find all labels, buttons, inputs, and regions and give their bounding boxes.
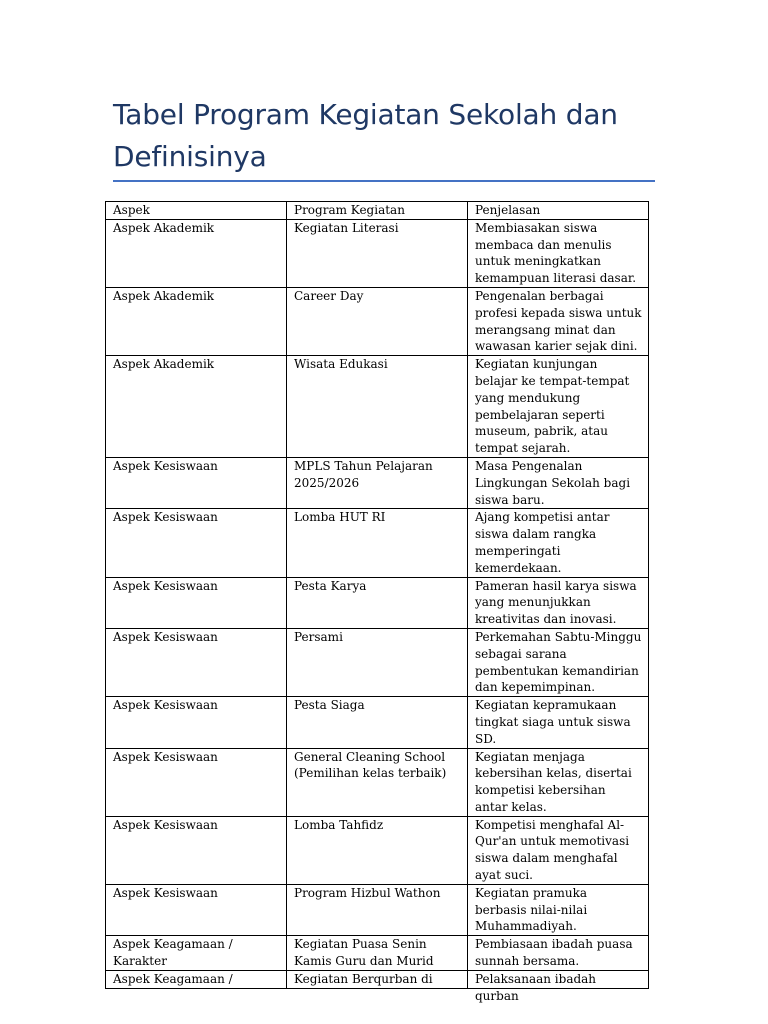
header-aspek: Aspek [106,202,287,220]
cell-penjelasan: Membiasakan siswa membaca dan menulis untuk meningkatkan kemampuan literasi dasar. [468,219,649,287]
cell-aspek [106,970,287,988]
cell-program: MPLS Tahun Pelajaran 2025/2026 [287,457,468,508]
cell-penjelasan: Pameran hasil karya siswa yang menunjukkan kreativitas dan inovasi. [468,577,649,628]
document-title: Tabel Program Kegiatan Sekolah dan Definisinya [113,98,618,173]
title-underline [113,180,655,182]
cell-program [287,970,468,988]
cell-penjelasan: Kegiatan menjaga kebersihan kelas, disertai kompetisi kebersihan antar kelas. [468,748,649,816]
cell-penjelasan: Kegiatan kunjungan belajar ke tempat-tempat yang mendukung pembelajaran seperti museum, pabrik, atau tempat sejarah. [468,356,649,458]
cell-penjelasan: Kompetisi menghafal Al-Qur'an untuk memotivasi siswa dalam menghafal ayat suci. [468,816,649,884]
cell-program: Lomba Tahfidz [287,816,468,884]
cell-penjelasan: Perkemahan Sabtu-Minggu sebagai sarana pembentukan kemandirian dan kepemimpinan. [468,628,649,696]
cell-penjelasan: Pembiasaan ibadah puasa sunnah bersama. [468,936,649,971]
cell-aspek: Aspek Kesiswaan [106,577,287,628]
cell-penjelasan: Kegiatan kepramukaan tingkat siaga untuk siswa SD. [468,697,649,748]
cell-program: Kegiatan Puasa Senin Kamis Guru dan Murid [287,936,468,971]
table-row [106,697,649,748]
cell-penjelasan: Ajang kompetisi antar siswa dalam rangka memperingati kemerdekaan. [468,509,649,577]
table-row [106,356,649,458]
table-row [106,457,649,508]
table-row [106,219,649,287]
cell-program: Kegiatan Literasi [287,219,468,287]
table-row [106,287,649,355]
table-row [106,936,649,971]
cell-penjelasan: Masa Pengenalan Lingkungan Sekolah bagi siswa baru. [468,457,649,508]
cell-penjelasan [468,970,649,1003]
table-header-row [106,202,649,220]
table-row [106,577,649,628]
cell-aspek: Aspek Kesiswaan [106,697,287,748]
header-penjelasan: Penjelasan [468,202,649,220]
cell-program: Career Day [287,287,468,355]
cell-aspek: Aspek Kesiswaan [106,816,287,884]
cell-aspek-text: Aspek Keagamaan / [113,971,233,986]
cell-program: Pesta Siaga [287,697,468,748]
cell-program: Persami [287,628,468,696]
cell-aspek: Aspek Kesiswaan [106,628,287,696]
table-row [106,509,649,577]
table-row [106,816,649,884]
cell-program: Program Hizbul Wathon [287,884,468,935]
cell-aspek: Aspek Kesiswaan [106,509,287,577]
cell-program: Pesta Karya [287,577,468,628]
cell-aspek: Aspek Keagamaan / Karakter [106,936,287,971]
table-row [106,748,649,816]
program-table [105,201,649,1003]
header-program-kegiatan: Program Kegiatan [287,202,468,220]
cell-penjelasan-text: Pelaksanaan ibadah qurban [475,971,597,1003]
cell-penjelasan: Kegiatan pramuka berbasis nilai-nilai Muhammadiyah. [468,884,649,935]
cell-aspek: Aspek Kesiswaan [106,748,287,816]
cell-aspek: Aspek Akademik [106,356,287,458]
cell-aspek: Aspek Kesiswaan [106,457,287,508]
cell-aspek: Aspek Kesiswaan [106,884,287,935]
table-row-partial [106,970,649,988]
cell-program: Lomba HUT RI [287,509,468,577]
cell-penjelasan: Pengenalan berbagai profesi kepada siswa untuk merangsang minat dan wawasan karier sejak dini. [468,287,649,355]
cell-program-text: Kegiatan Berqurban di [294,971,433,986]
cell-aspek: Aspek Akademik [106,219,287,287]
table-row [106,628,649,696]
cell-program: Wisata Edukasi [287,356,468,458]
cell-program: General Cleaning School (Pemilihan kelas terbaik) [287,748,468,816]
table-row [106,884,649,935]
cell-aspek: Aspek Akademik [106,287,287,355]
